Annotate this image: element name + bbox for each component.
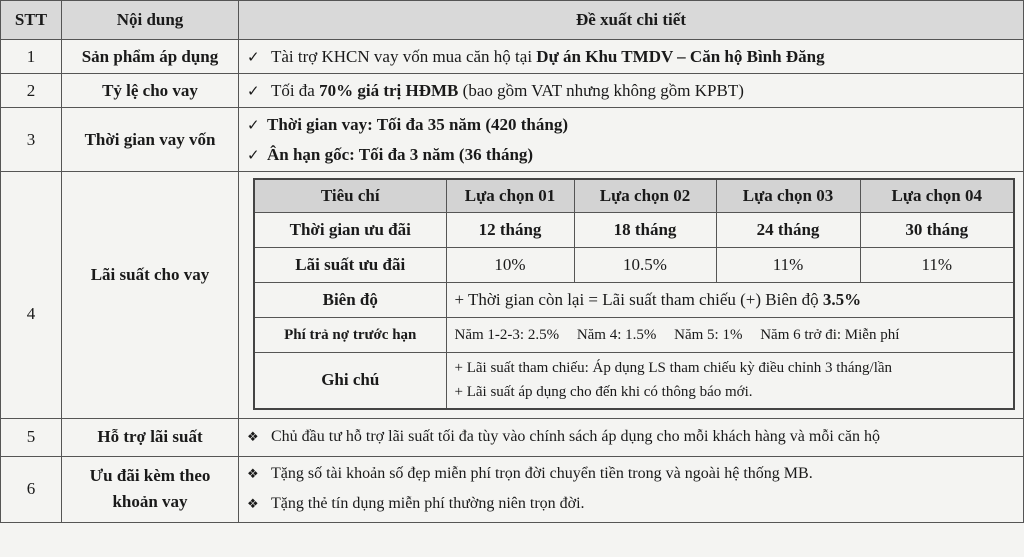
inner-cell: 30 tháng	[860, 213, 1014, 248]
row-label: Hỗ trợ lãi suất	[62, 418, 239, 456]
row-detail: ❖ Tặng số tài khoản số đẹp miễn phí trọn đời chuyển tiền trong và ngoài hệ thống MB. ❖ Tặng thẻ tín dụng miễn phí thường niên trọn đời.	[239, 456, 1024, 522]
inner-header: Lựa chọn 02	[574, 179, 716, 213]
row-label: Tỷ lệ cho vay	[62, 74, 239, 108]
inner-row-bien-do	[254, 283, 1014, 318]
header-de-xuat: Đề xuất chi tiết	[239, 1, 1024, 40]
row-stt: 1	[1, 40, 62, 74]
table-row	[1, 74, 1024, 108]
inner-row-label: Thời gian ưu đãi	[254, 213, 446, 248]
inner-cell: 10.5%	[574, 248, 716, 283]
check-mark-icon: ✓	[247, 47, 260, 66]
header-stt: STT	[1, 1, 62, 40]
check-mark-icon: ✓	[247, 145, 260, 164]
inner-cell: 11%	[860, 248, 1014, 283]
inner-header: Lựa chọn 01	[446, 179, 574, 213]
inner-row-phi-tra-no	[254, 318, 1014, 353]
row-stt: 5	[1, 418, 62, 456]
diamond-bullet-icon: ❖	[247, 497, 259, 512]
inner-row-label: Ghi chú	[254, 353, 446, 409]
row-detail: ✓ Tối đa 70% giá trị HĐMB (bao gồm VAT nhưng không gồm KPBT)	[239, 74, 1024, 108]
inner-row-thoi-gian	[254, 213, 1014, 248]
row-label: Thời gian vay vốn	[62, 108, 239, 172]
table-header-row	[1, 1, 1024, 40]
inner-cell: 12 tháng	[446, 213, 574, 248]
interest-rate-table	[253, 178, 1015, 410]
row-detail: ✓ Thời gian vay: Tối đa 35 năm (420 tháng) ✓ Ân hạn gốc: Tối đa 3 năm (36 tháng)	[239, 108, 1024, 172]
inner-cell: 24 tháng	[716, 213, 860, 248]
inner-cell: + Thời gian còn lại = Lãi suất tham chiếu (+) Biên độ 3.5%	[446, 283, 1014, 318]
inner-cell: Năm 1-2-3: 2.5% Năm 4: 1.5% Năm 5: 1% Năm 6 trở đi: Miễn phí	[446, 318, 1014, 353]
table-row	[1, 40, 1024, 74]
table-row	[1, 108, 1024, 172]
inner-cell: 18 tháng	[574, 213, 716, 248]
row-stt: 6	[1, 456, 62, 522]
inner-row-ghi-chu	[254, 353, 1014, 409]
inner-row-label: Biên độ	[254, 283, 446, 318]
row-label: Sản phẩm áp dụng	[62, 40, 239, 74]
row-stt: 4	[1, 172, 62, 419]
row-detail: ✓ Tài trợ KHCN vay vốn mua căn hộ tại Dự án Khu TMDV – Căn hộ Bình Đăng	[239, 40, 1024, 74]
inner-row-label: Lãi suất ưu đãi	[254, 248, 446, 283]
row-detail	[239, 172, 1024, 419]
table-row	[1, 418, 1024, 456]
row-detail: ❖ Chủ đầu tư hỗ trợ lãi suất tối đa tùy vào chính sách áp dụng cho mỗi khách hàng và mỗi căn hộ	[239, 418, 1024, 456]
row-label: Lãi suất cho vay	[62, 172, 239, 419]
inner-header: Tiêu chí	[254, 179, 446, 213]
row-stt: 2	[1, 74, 62, 108]
row-label: Ưu đãi kèm theo khoản vay	[62, 456, 239, 522]
table-row	[1, 456, 1024, 522]
inner-header: Lựa chọn 04	[860, 179, 1014, 213]
inner-cell: + Lãi suất tham chiếu: Áp dụng LS tham chiếu kỳ điều chỉnh 3 tháng/lần + Lãi suất áp dụng cho đến khi có thông báo mới.	[446, 353, 1014, 409]
inner-header-row	[254, 179, 1014, 213]
inner-cell: 11%	[716, 248, 860, 283]
check-mark-icon: ✓	[247, 115, 260, 134]
header-noi-dung: Nội dung	[62, 1, 239, 40]
diamond-bullet-icon: ❖	[247, 430, 259, 445]
row-stt: 3	[1, 108, 62, 172]
table-row	[1, 172, 1024, 419]
inner-header: Lựa chọn 03	[716, 179, 860, 213]
inner-row-lai-suat	[254, 248, 1014, 283]
check-mark-icon: ✓	[247, 81, 260, 100]
inner-cell: 10%	[446, 248, 574, 283]
diamond-bullet-icon: ❖	[247, 467, 259, 482]
inner-row-label: Phí trả nợ trước hạn	[254, 318, 446, 353]
